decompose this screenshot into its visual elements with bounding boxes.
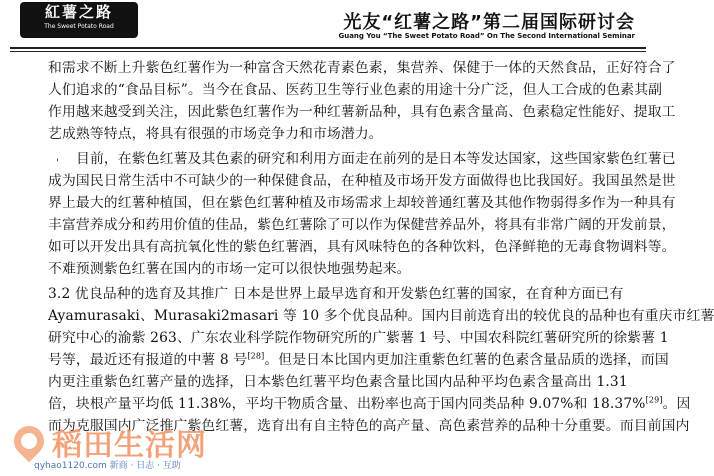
text-line: 如可以开发出具有高抗氧化性的紫色红薯酒，具有风味特色的各种饮料，色泽鲜艳的无毒食物调料等。 [48, 239, 676, 255]
text-line: 界上最大的红薯种植国，但在紫色红薯种植及市场需求上却较普通红薯及其他作物弱得多作为一种具有 [48, 195, 676, 211]
line-text: 。但是日本比国内更加注重紫色红薯的色素含量品质的选择，而国 [264, 352, 669, 368]
header-subtitle: Guang You “The Sweet Potato Road” On The Second International Seminar [338, 32, 635, 40]
text-line: 人们追求的“食品目标”。当今在食品、医药卫生等行业色素的用途十分广泛，但人工合成的色素其副 [48, 82, 663, 98]
text-line: 和需求不断上升紫色红薯作为一种富含天然花青素色素，集营养、保健于一体的天然食品，正好符合了 [48, 60, 676, 76]
text-line: 研究中心的渝紫 263、广东农业科学院作物研究所的广紫薯 1 号、中国农科院红薯研究所的徐紫薯 1 [48, 330, 669, 346]
section-first-line [48, 283, 624, 305]
line-text: 倍，块根产量平均低 11.38%，平均干物质含量、出粉率也高于国内同类品种 9.07%和 18.37% [48, 396, 646, 412]
text-line: 作用越来越受到关注，因此紫色红薯作为一种红薯新品种，具有色素含量高、色素稳定性能好、提取工 [48, 104, 676, 120]
text-line: 内更注重紫色红薯产量的选择，日本紫色红薯平均色素含量比国内品种平均色素含量高出 1.31 [48, 374, 628, 390]
text-line [48, 393, 691, 415]
document-body [48, 57, 714, 437]
watermark-title: 稻田生活网 [52, 428, 207, 463]
header-title: 光友“红薯之路”第二届国际研讨会 [343, 12, 635, 33]
text-line [48, 349, 669, 371]
page-header [0, 0, 651, 46]
pin-icon [8, 420, 50, 462]
text-line: 丰富营养成分和药用价值的佳品，紫色红薯除了可以作为保健营养品外，将具有非常广阔的开发前景， [48, 217, 676, 233]
seminar-logo [20, 2, 138, 38]
margin-mark: ' [56, 158, 59, 169]
header-rule [10, 47, 646, 49]
text-line: 成为国民日常生活中不可缺少的一种保健食品，在种植及市场开发方面做得也比我国好。我国虽然是世 [48, 173, 676, 189]
section-heading: 3.2 优良品种的选育及其推广 [48, 286, 229, 302]
text-line: 目前，在紫色红薯及其色素的研究和利用方面走在前列的是日本等发达国家，这些国家紫色红薯已 [76, 151, 676, 167]
logo-title: 紅薯之路 [44, 3, 113, 21]
line-text: 。因 [662, 396, 691, 412]
section-text: 日本是世界上最早选育和开发紫色红薯的国家，在育种方面已有 [228, 286, 624, 302]
citation: [29] [645, 395, 663, 405]
watermark-url: qyhao1120.com 新商 · 日志 · 互助 [34, 461, 181, 471]
citation: [28] [247, 351, 265, 361]
logo-subtitle: The Sweet Potato Road [44, 23, 114, 30]
text-line: 而为克服国内广泛推广紫色红薯，选育出有自主特色的高产量、高色素营养的品种十分重要。而目前国内 [48, 418, 690, 434]
watermark [14, 418, 224, 476]
line-text: 号等，最近还有报道的中薯 8 号 [48, 352, 248, 368]
text-line: Ayamurasaki、Murasaki2masari 等 10 多个优良品种。国内目前选育出的较优良的品种也有重庆市红薯 [48, 308, 714, 324]
header-rule-thin [10, 51, 646, 52]
text-line: 不难预测紫色红薯在国内的市场一定可以很快地强势起来。 [48, 261, 411, 277]
text-line: 艺成熟等特点，将具有很强的市场竞争力和市场潜力。 [48, 126, 383, 142]
